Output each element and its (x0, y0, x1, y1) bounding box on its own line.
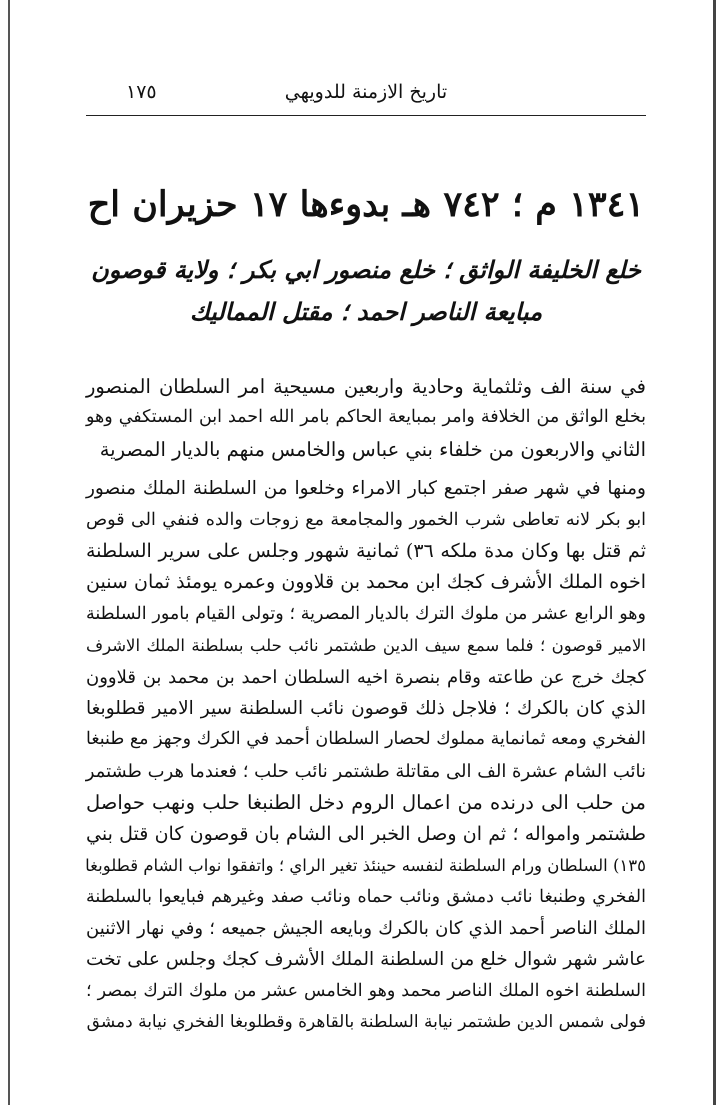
book-page (86, 75, 646, 1095)
text-line: الفخري ومعه ثمانماية مملوك لحصار السلطان أحمد في الكرك وجهز مع طنبغا (86, 729, 646, 750)
text-line: نائب الشام عشرة الف الى مقاتلة طشتمر نائب حلب ؛ فعندما هرب طشتمر (85, 760, 646, 782)
scan-edge-right (713, 0, 716, 1105)
text-line: عاشر شهر شوال خلع من السلطنة الملك الأشرف كجك وجلس على تخت (86, 949, 646, 971)
text-line: الثاني والاربعون من خلفاء بني عباس والخامس منهم بالديار المصرية (99, 437, 646, 461)
header-rule (86, 115, 646, 116)
text-line: اخوه الملك الأشرف كجك ابن محمد بن قلاوون وعمره يومئذ ثمان سنين (86, 571, 646, 594)
text-line: من حلب الى درنده من اعمال الروم دخل الطنبغا حلب ونهب حواصل (86, 791, 646, 815)
text-line: السلطنة اخوه الملك الناصر محمد وهو الخامس عشر من ملوك الترك بمصر ؛ (86, 980, 646, 1001)
section-subtitle-1: خلع الخليفة الواثق ؛ خلع منصور ابي بكر ؛ ولاية قوصون (91, 255, 641, 284)
text-line: الفخري وطنبغا نائب دمشق ونائب حماه ونائب صفد وغيرهم فبايعوا بالسلطنة (86, 886, 646, 907)
text-line: كجك خرج عن طاعته وقام بنصرة اخيه السلطان احمد بن محمد بن قلاوون (86, 666, 646, 688)
paragraph-1 (86, 371, 646, 465)
text-line: فولى شمس الدين طشتمر نيابة السلطنة بالقاهرة وقطلوبغا الفخري نيابة دمشق (86, 1012, 646, 1033)
text-line: طشتمر وامواله ؛ ثم ان وصل الخبر الى الشام بان قوصون كان قتل بني (86, 822, 646, 845)
running-head (86, 75, 646, 115)
text-line: الذي كان بالكرك ؛ فلاجل ذلك قوصون نائب السلطنة سير الامير قطلوبغا (86, 698, 646, 720)
scan-edge-left (8, 0, 10, 1105)
text-line: الملك الناصر أحمد الذي كان بالكرك وبايعه الجيش جميعه ؛ وفي نهار الاثنين (86, 917, 646, 939)
text-line: ومنها في شهر صفر اجتمع كبار الامراء وخلعوا من السلطنة الملك منصور (86, 478, 646, 500)
page-number: ١٧٥ (126, 81, 157, 103)
text-line: ابو بكر لانه تعاطى شرب الخمور والمجامعة مع زوجات والده فنفي الى قوص (86, 509, 646, 530)
date-heading: ١٣٤١ م ؛ ٧٤٢ هـ بدوءها ١٧ حزيران اح (87, 184, 645, 225)
section-subtitle-2: مبايعة الناصر احمد ؛ مقتل المماليك (189, 297, 543, 326)
text-line: بخلع الواثق من الخلافة وامر بمبايعة الحاكم بامر الله احمد ابن المستكفي وهو (86, 407, 646, 428)
running-title: تاريخ الازمنة للدويهي (284, 81, 448, 103)
text-line: ثم قتل بها وكان مدة ملكه ٣٦) ثمانية شهور وجلس على سرير السلطنة (86, 540, 646, 563)
text-line: الامير قوصون ؛ فلما سمع سيف الدين طشتمر نائب حلب بسلطنة الملك الاشرف (86, 636, 646, 656)
text-line: في سنة الف وثلثماية وحادية واربعين مسيحية امر السلطان المنصور (86, 375, 646, 398)
text-line: وهو الرابع عشر من ملوك الترك بالديار المصرية ؛ وتولى القيام بامور السلطنة (86, 603, 646, 624)
text-line: ١٣٥) السلطان ورام السلطنة لنفسه حينئذ تغير الراي ؛ واتفقوا نواب الشام قطلوبغا (85, 856, 646, 876)
paragraph-2 (86, 473, 646, 1038)
body-text (86, 371, 646, 1039)
